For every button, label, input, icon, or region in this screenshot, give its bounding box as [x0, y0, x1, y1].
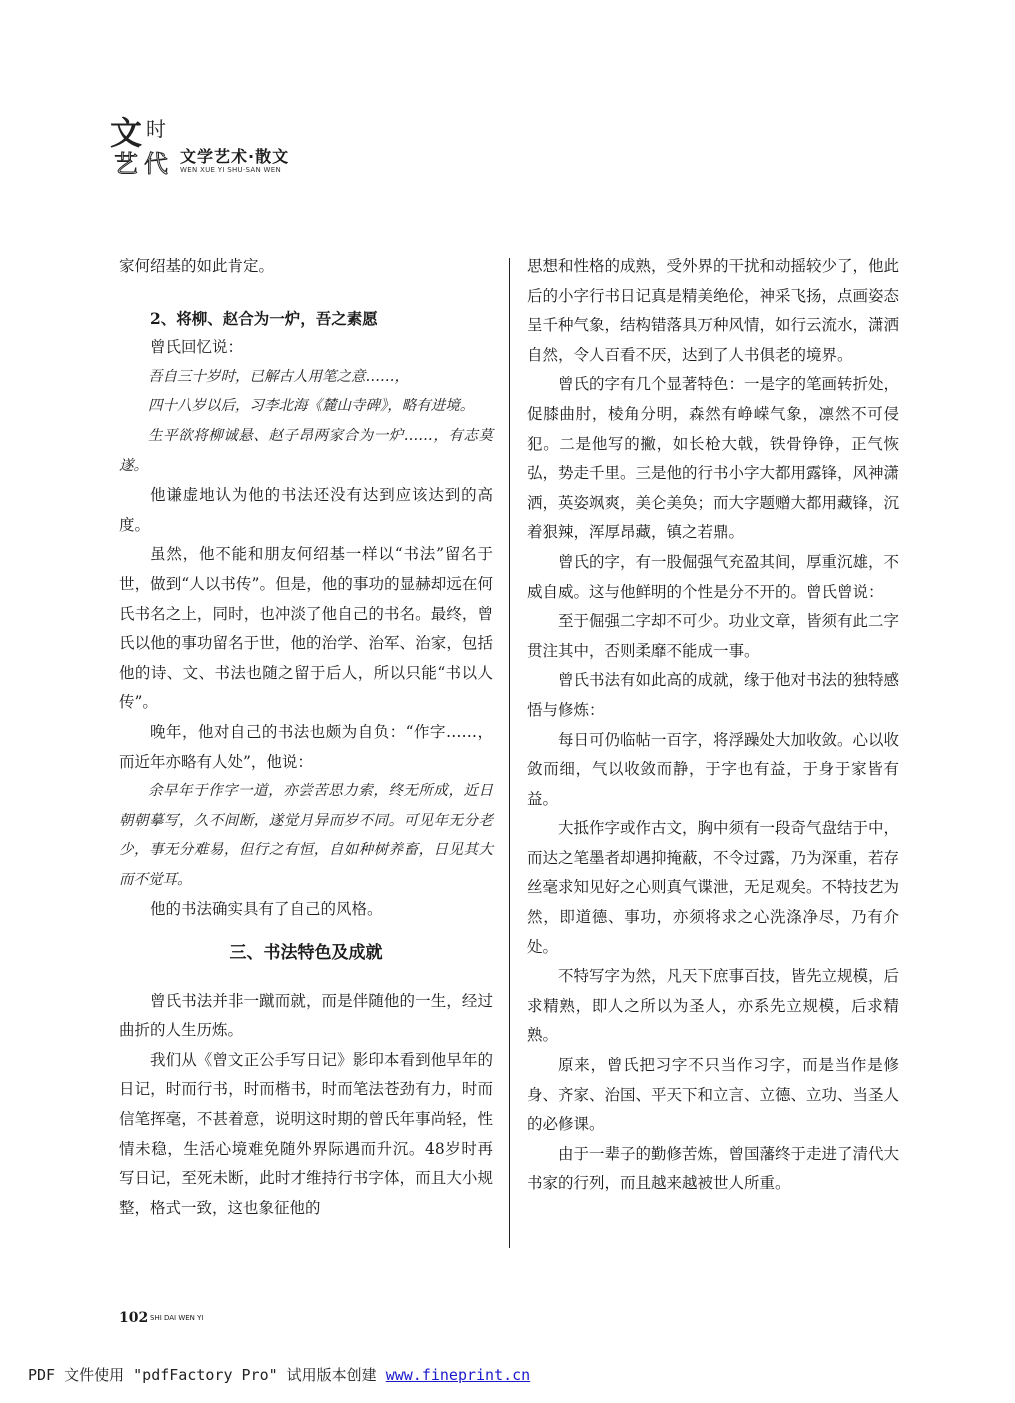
paragraph: 由于一辈子的勤修苦炼，曾国藩终于走进了清代大书家的行列，而且越来越被世人所重。: [527, 1144, 900, 1193]
quote: 余早年于作字一道，亦尝苦思力索，终无所成，近日朝朝摹写，久不间断，遂觉月异而岁不同。可见年无分老少，事无分难易，但行之有恒，自如种树养畜，日见其大而不觉耳。: [119, 783, 493, 888]
paragraph: 曾氏书法有如此高的成就，缘于他对书法的独特感悟与修炼：: [527, 671, 900, 719]
paragraph: 曾氏的字有几个显著特色：一是字的笔画转折处，促膝曲肘，棱角分明，森然有峥嵘气象，凛然不可侵犯。二是他写的撇，如长枪大戟，铁骨铮铮，正气恢弘，势走千里。三是他的行书小字大都用露锋，风神潇洒，英姿飒爽，美仑美奂；而大字题赠大都用藏锋，沉着狠辣，浑厚昂藏，镇之若鼎。: [527, 375, 900, 542]
paragraph: 我们从《曾文正公手写日记》影印本看到他早年的日记，时而行书，时而楷书，时而笔法苍劲有力，时而信笔挥毫，不甚着意，说明这时期的曾氏年事尚轻，性情未稳，生活心境难免随外界际遇而升沉。48岁时再写日记，至死未断，此时才维持行书字体，而且大小规整，格式一致，这也象征他的: [119, 1050, 493, 1217]
paragraph: 思想和性格的成熟，受外界的干扰和动摇较少了，他此后的小字行书日记真是精美绝伦，神采飞扬，点画姿态呈千种气象，结构错落具万种风情，如行云流水，潇洒自然，令人百看不厌，达到了人书俱老的境界。: [527, 257, 900, 364]
page-label: SHI DAI WEN YI: [150, 1314, 204, 1322]
section-subtitle: WEN XUE YI SHU·SAN WEN: [180, 166, 281, 174]
magazine-logo: [108, 110, 178, 176]
logo-char-4: 代: [144, 150, 168, 176]
column-divider: [509, 258, 510, 1248]
logo-graphic: [108, 110, 178, 176]
quote: 大抵作字或作古文，胸中须有一段奇气盘结于中，而达之笔墨者却遇抑掩蔽，不令过露，乃为深重，若存丝毫求知见好之心则真气谍泄，无足观矣。不特技艺为然，即道德、事功，亦须将求之心洗涤净尽，乃有介处。: [527, 819, 900, 956]
logo-char-3: 艺: [114, 150, 138, 176]
right-column: [527, 252, 899, 1199]
quote: 不特写字为然，凡天下庶事百技，皆先立规模，后求精熟，即人之所以为圣人，亦系先立规模，后求精熟。: [527, 967, 900, 1045]
pdf-notice: [28, 1364, 530, 1385]
quote: 每日可仍临帖一百字，将浮躁处大加收敛。心以收敛而细，气以收敛而静，于字也有益，于身于家皆有益。: [527, 730, 900, 808]
logo-char-2: 时: [146, 117, 166, 141]
section-title: 文学艺术·散文: [180, 147, 290, 166]
page-number: 102: [119, 1310, 149, 1326]
paragraph: 原来，曾氏把习字不只当作习字，而是当作是修身、齐家、治国、平天下和立言、立德、立功、当圣人的必修课。: [527, 1056, 900, 1134]
paragraph: 他的书法确实具有了自己的风格。: [150, 900, 383, 919]
pdf-notice-text: PDF 文件使用 "pdfFactory Pro" 试用版本创建: [28, 1366, 386, 1384]
left-column: [119, 252, 493, 1223]
subheading: 2、将柳、赵合为一炉，吾之素愿: [150, 308, 378, 328]
section-heading: 三、书法特色及成就: [229, 943, 383, 964]
quote: 生平欲将柳诚悬、赵子昂两家合为一炉……，有志莫遂。: [119, 427, 493, 474]
paragraph: 曾氏的字，有一股倔强气充盈其间，厚重沉雄，不威自威。这与他鲜明的个性是分不开的。曾氏曾说：: [527, 552, 900, 601]
paragraph: 曾氏回忆说：: [150, 338, 244, 357]
paragraph: 家何绍基的如此肯定。: [119, 257, 275, 275]
paragraph: 虽然，他不能和朋友何绍基一样以“书法”留名于世，做到“人以书传”。但是，他的事功的显赫却远在何氏书名之上，同时，也冲淡了他自己的书名。最终，曾氏以他的事功留名于世，他的治学、治军、治家，包括他的诗、文、书法也随之留于后人，所以只能“书以人传”。: [119, 545, 493, 712]
fineprint-link[interactable]: www.fineprint.cn: [385, 1366, 531, 1384]
quote: 吾自三十岁时，已解古人用笔之意……，: [148, 368, 409, 385]
quote: 至于倔强二字却不可少。功业文章，皆须有此二字贯注其中，否则柔靡不能成一事。: [527, 612, 900, 660]
quote: 四十八岁以后，习李北海《麓山寺碑》，略有进境。: [148, 398, 475, 415]
logo-char-1: 文: [110, 114, 143, 152]
paragraph: 曾氏书法并非一蹴而就，而是伴随他的一生，经过曲折的人生历炼。: [119, 991, 493, 1040]
paragraph: 晚年，他对自己的书法也颇为自负：“作字……，而近年亦略有人处”，他说：: [119, 722, 493, 771]
paragraph: 他谦虚地认为他的书法还没有达到应该达到的高度。: [119, 486, 493, 534]
